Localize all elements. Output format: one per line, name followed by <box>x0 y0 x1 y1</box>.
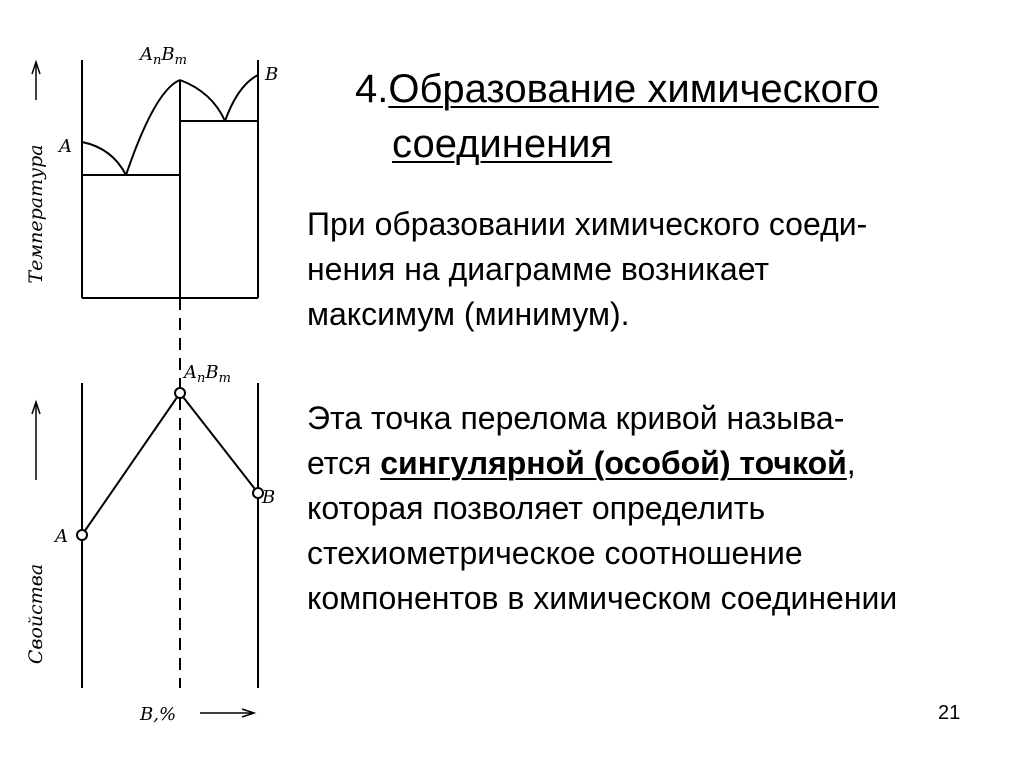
para2-line-5: компонентов в химическом соединении <box>307 580 898 616</box>
top-y-axis-label: Температура <box>25 144 47 284</box>
bottom-label-B: B <box>262 487 276 508</box>
singular-point-term: сингулярной (особой) точкой <box>380 445 847 481</box>
point-A <box>77 530 87 540</box>
bottom-label-A: A <box>55 526 68 547</box>
x-axis-label: B,% <box>140 704 177 725</box>
point-compound <box>175 388 185 398</box>
top-compound-label: $A_nB_m$ <box>140 44 187 68</box>
bottom-y-axis-label: Свойства <box>25 563 47 665</box>
top-label-B: B <box>265 64 279 85</box>
phase-diagram <box>0 0 300 768</box>
page-number: 21 <box>938 702 961 724</box>
para1-line-3: максимум (минимум). <box>307 296 630 332</box>
temperature-diagram <box>32 60 258 298</box>
liquidus-curve-compound-left <box>126 80 180 175</box>
para1-line-1: При образовании химического соеди- <box>307 206 868 242</box>
property-line-right <box>180 393 258 493</box>
top-label-A: A <box>59 136 72 157</box>
para2-line-4: стехиометрическое соотношение <box>307 535 803 571</box>
para2-line-2-prefix: ется <box>307 445 381 481</box>
diagram-labels <box>25 44 278 725</box>
para1-line-2: нения на диаграмме возникает <box>307 251 770 287</box>
title-line-2: соединения <box>392 122 613 166</box>
liquidus-curve-compound-right <box>180 80 225 121</box>
paragraph-maximum <box>307 202 1017 337</box>
property-diagram <box>32 383 263 717</box>
slide-title <box>355 62 995 172</box>
para2-line-3: которая позволяет определить <box>307 490 766 526</box>
title-number: 4. <box>355 67 389 111</box>
para2-line-1: Эта точка перелома кривой называ- <box>307 400 845 436</box>
para2-line-2-suffix: , <box>846 445 856 481</box>
liquidus-curve-right <box>225 75 258 121</box>
liquidus-curve-left <box>82 142 126 175</box>
property-line-left <box>82 393 180 535</box>
title-line-1: Образование химического <box>388 67 879 111</box>
paragraph-singular-point <box>307 396 1017 621</box>
bottom-compound-label: $A_nB_m$ <box>184 362 231 386</box>
